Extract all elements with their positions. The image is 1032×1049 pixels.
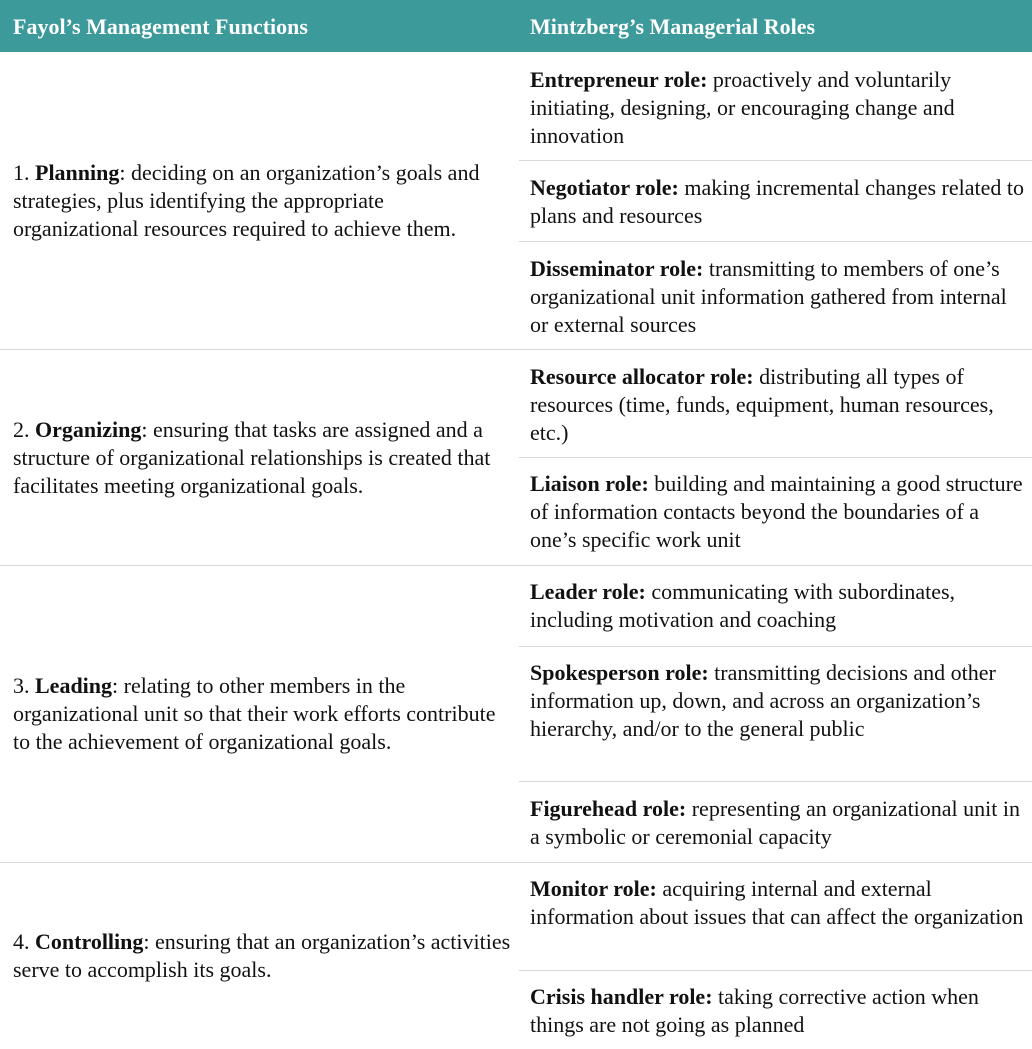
row-divider [519, 646, 1032, 647]
role-resource-allocator [530, 363, 1027, 447]
role-entrepreneur [530, 66, 1027, 150]
role-description: transmitting decisions and other information up, down, and across an organization’s hierarchy, and/or to the general public [530, 660, 996, 741]
table-header [0, 0, 1032, 52]
role-name: Crisis handler role: [530, 984, 713, 1009]
header-fayol: Fayol’s Management Functions [13, 14, 308, 39]
function-description: : ensuring that an organization’s activities serve to accomplish its goals. [13, 929, 511, 982]
role-spokesperson [530, 659, 1027, 743]
role-description: transmitting to members of one’s organizational unit information gathered from internal or external sources [530, 256, 1007, 337]
row-divider [519, 457, 1032, 458]
function-number: 3. [13, 673, 30, 698]
role-description: taking corrective action when things are not going as planned [530, 984, 979, 1037]
role-monitor [530, 875, 1027, 931]
role-name: Negotiator role: [530, 175, 679, 200]
row-divider [519, 970, 1032, 971]
row-divider [519, 781, 1032, 782]
role-disseminator [530, 255, 1027, 339]
role-description: representing an organizational unit in a symbolic or ceremonial capacity [530, 796, 1021, 849]
role-name: Figurehead role: [530, 796, 687, 821]
function-description: : relating to other members in the organizational unit so that their work efforts contribute to the achievement of organizational goals. [13, 673, 496, 754]
function-number: 1. [13, 159, 30, 185]
role-negotiator [530, 174, 1027, 230]
role-description: acquiring internal and external information about issues that can affect the organization [530, 876, 1024, 929]
function-description: : ensuring that tasks are assigned and a structure of organizational relationships is created that facilitates meeting organizational goals. [13, 416, 491, 498]
role-liaison [530, 470, 1027, 554]
role-description: building and maintaining a good structure of information contacts beyond the boundaries of a one’s specific work unit [530, 471, 1023, 552]
function-description: : deciding on an organization’s goals and strategies, plus identifying the appropriate organizational resources required to achieve them. [13, 159, 480, 241]
row-divider [519, 160, 1032, 161]
function-leading [13, 566, 513, 862]
role-description: communicating with subordinates, including motivation and coaching [530, 579, 956, 632]
role-name: Entrepreneur role: [530, 67, 708, 92]
role-leader [530, 578, 1027, 634]
function-name: Planning [35, 159, 120, 185]
role-name: Leader role: [530, 579, 646, 604]
role-name: Liaison role: [530, 471, 649, 496]
role-name: Disseminator role: [530, 256, 704, 281]
role-crisis-handler [530, 983, 1027, 1039]
role-figurehead [530, 795, 1027, 851]
function-number: 4. [13, 929, 30, 954]
role-name: Spokesperson role: [530, 660, 709, 685]
function-planning [13, 52, 513, 349]
header-mintzberg: Mintzberg’s Managerial Roles [530, 14, 816, 39]
function-controlling [13, 863, 513, 1049]
role-description: making incremental changes related to plans and resources [530, 175, 1024, 228]
function-name: Organizing [35, 416, 142, 442]
role-name: Monitor role: [530, 876, 657, 901]
role-description: distributing all types of resources (time, funds, equipment, human resources, etc.) [530, 364, 994, 445]
row-divider [519, 241, 1032, 242]
function-number: 2. [13, 416, 30, 442]
function-organizing [13, 350, 513, 565]
function-name: Leading [35, 673, 113, 698]
role-name: Resource allocator role: [530, 364, 754, 389]
role-description: proactively and voluntarily initiating, designing, or encouraging change and innovation [530, 67, 955, 148]
function-name: Controlling [35, 929, 144, 954]
